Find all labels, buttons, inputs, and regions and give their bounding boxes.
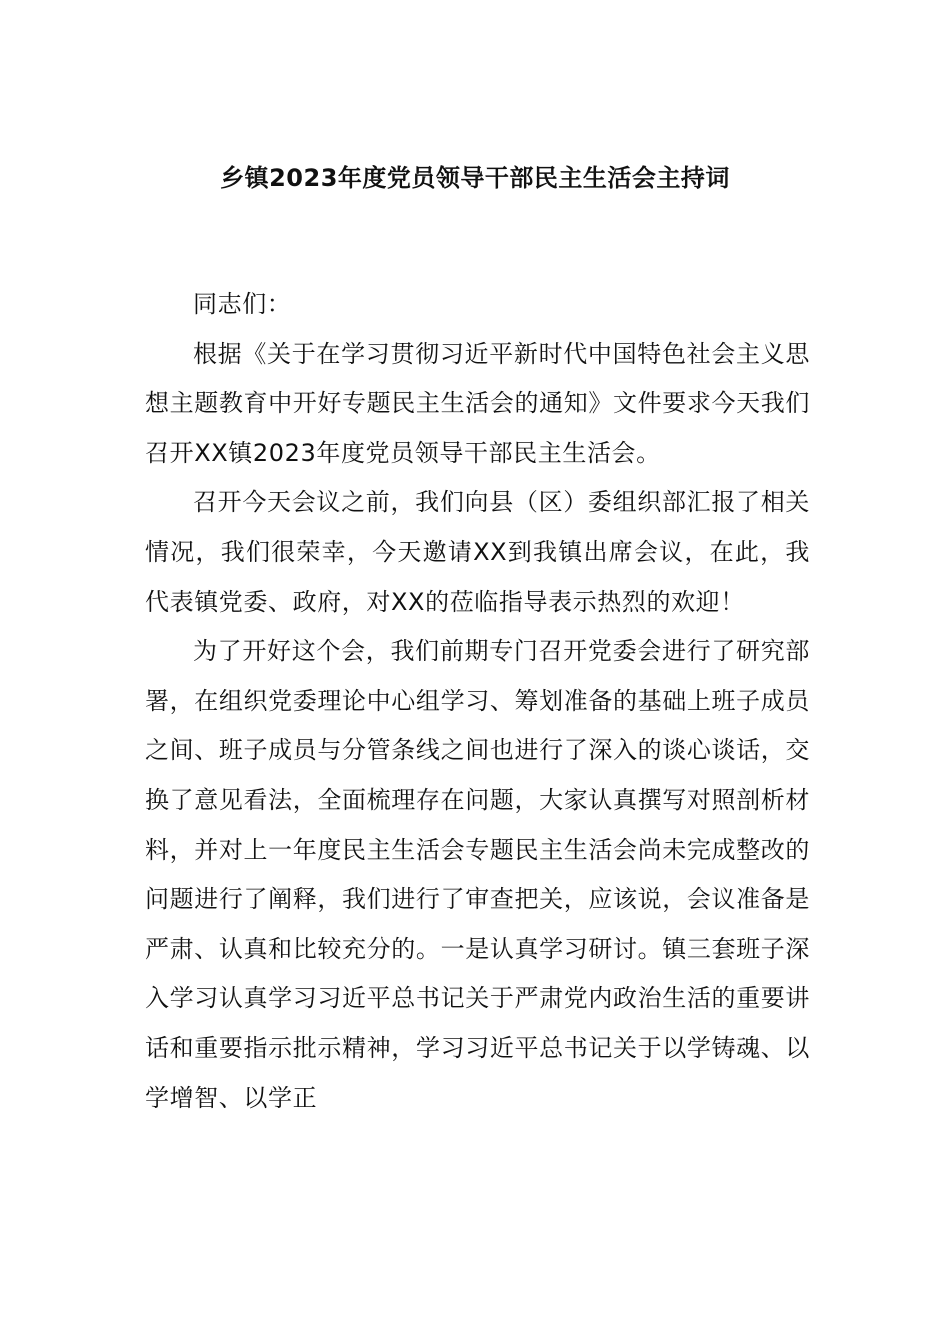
paragraph: 召开今天会议之前，我们向县（区）委组织部汇报了相关情况，我们很荣幸，今天邀请XX到我镇出席会议，在此，我代表镇党委、政府，对XX的莅临指导表示热烈的欢迎！ (145, 488, 810, 616)
paragraph: 为了开好这个会，我们前期专门召开党委会进行了研究部署，在组织党委理论中心组学习、筹划准备的基础上班子成员之间、班子成员与分管条线之间也进行了深入的谈心谈话，交换了意见看法，全面梳理存在问题，大家认真撰写对照剖析材料，并对上一年度民主生活会专题民主生活会尚未完成整改的问题进行了阐释，我们进行了审查把关，应该说，会议准备是严肃、认真和比较充分的。一是认真学习研讨。镇三套班子深入学习认真学习习近平总书记关于严肃党内政治生活的重要讲话和重要指示批示精神，学习习近平总书记关于以学铸魂、以学增智、以学正 (145, 637, 810, 1112)
document-body (145, 280, 810, 1123)
paragraph: 根据《关于在学习贯彻习近平新时代中国特色社会主义思想主题教育中开好专题民主生活会的通知》文件要求今天我们召开XX镇2023年度党员领导干部民主生活会。 (145, 339, 810, 467)
document-title: 乡镇2023年度党员领导干部民主生活会主持词 (220, 164, 730, 192)
paragraph-greeting: 同志们： (193, 290, 292, 318)
